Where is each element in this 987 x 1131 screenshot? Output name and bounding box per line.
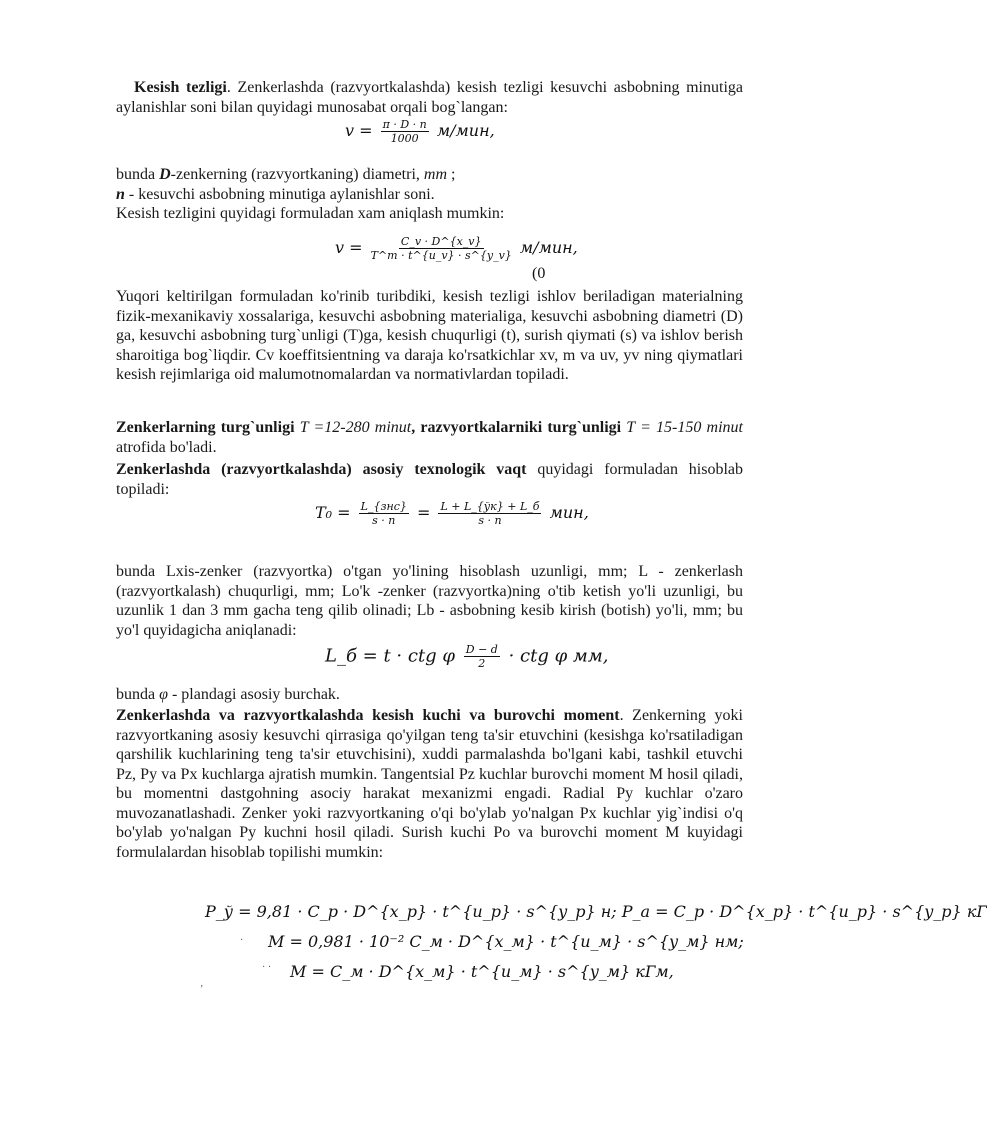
scan-dot: · · bbox=[262, 962, 272, 973]
paragraph-definitions: bunda D-zenkerning (razvyortkaning) diametri, mm ; n - kesuvchi asbobning minutiga aylanishlar soni. Kesish tezligini quyidagi formuladan xam aniqlash mumkin: bbox=[116, 166, 505, 222]
paragraph-cutting-speed: Kesish tezligi. Zenkerlashda (razvyortkalashda) kesish tezligi kesuvchi asbobning minutiga aylanishlar soni bilan quyidagi munosabat orqali bog`langan: bbox=[116, 79, 743, 116]
scan-dot: · bbox=[240, 935, 244, 946]
paragraph-length-definitions: bunda Lxis-zenker (razvyortka) o'tgan yo'lining hisoblash uzunligi, mm; L - zenkerlash (razvyortkalash) chuqurligi, mm; Lo'k -zenker (razvyortka)ning o'tib ketish yo'li uzunligi, bu uzunlik 1 dan 3 mm gacha teng qilib olinadi; Lb - asbobning kesib kirish (botish) yo'li, mm; bu yo'l quyidagicha aniqlanadi: bbox=[116, 563, 743, 639]
paragraph-cutting-force: Zenkerlashda va razvyortkalashda kesish kuchi va burovchi moment. Zenkerning yoki razvyortkaning asosiy kesuvchi qirrasiga qo'yilgan teng ta'sir etuvchini (kesishga ko'rsatiladigan qarshilik kuchlarining teng ta'sir etuvchisini), xuddi parmalashda bo'lgani kabi, tashkil etuvchi Pz, Py va Px kuchlarga ajratish mumkin. Tangentsial Pz kuchlar burovchi moment M hosil qiladi, bu momentni dastgohning asociy harakat mexanizmi engadi. Radial Py kuchlar o'zaro muvozanatlashadi. Zenker yoki razvyortkaning o'qi bo'ylab yo'nalgan Px kuchlar yig`indisi o'q bo'ylab yo'nalgan Py kuchni hosil qiladi. Surish kuchi Po va burovchi moment M kuyidagi formulalardan hisoblab topilishi mumkin: bbox=[116, 707, 743, 861]
heading-cutting-speed: Kesish tezligi bbox=[134, 79, 227, 96]
paragraph-machining-time: Zenkerlashda (razvyortkalashda) asosiy texnologik vaqt quyidagi formuladan hisoblab topiladi: bbox=[116, 461, 744, 498]
paragraph-tool-life: Zenkerlarning turg`unligi T =12-280 minut, razvyortkalarniki turg`unligi T = 15-150 minut atrofida bo'ladi. bbox=[116, 419, 744, 456]
paragraph-angle: bunda φ - plandagi asosiy burchak. bbox=[116, 686, 340, 703]
formula-approach-length: L_б = t · ctg φ $\frac{D - d}{2}$ · ctg φ мм, bbox=[325, 643, 609, 670]
paragraph-speed-factors: Yuqori keltirilgan formuladan ko'rinib turibdiki, kesish tezligi ishlov beriladigan materialning fizik-mexanikaviy xossalariga, kesuvchi asbobning materialiga, kesuvchi asbobning diametri (D) ga, kesuvchi asbobning turg`unligi (T)ga, kesish chuqurligi (t), surish qiymati (s) va ishlov berish sharoitiga bog`liqdir. Cv koeffitsientning va daraja ko'rsatkichlar xv, m va uv, yv ning qiymatlari kesish rejimlariga oid malumotnomalardan va normativlardan topiladi. bbox=[116, 288, 743, 383]
formula-thrust-force: P_ў = 9,81 · C_p · D^{x_p} · t^{u_p} · s^{y_p} н; P_a = C_p · D^{x_p} · t^{u_p} · s^{y_p} кГ bbox=[205, 902, 987, 921]
equation-number: (0 bbox=[532, 265, 546, 282]
formula-machining-time: T₀ = $\frac{\text{L\_\{знс\}}}{s \cdot n}$ = $\frac{L + L\_\{ўк\} + L\_б}{s \cdot n}$ мин, bbox=[315, 500, 589, 527]
scan-dot: ‚ bbox=[200, 978, 204, 989]
formula-speed-empirical: v = $\frac{C\_v \cdot D\^{}\{x\_v\}}{T\^{}m \cdot t\^{}\{u\_v\} \cdot s\^{}\{y\_v\}}$ м/мин, bbox=[335, 235, 578, 262]
formula-torque-nm: M = 0,981 · 10⁻² C_м · D^{x_м} · t^{u_м} · s^{y_м} нм; bbox=[268, 932, 744, 951]
formula-speed: v = $\frac{\pi \cdot D \cdot n}{1000}$ м/мин, bbox=[345, 118, 495, 145]
formula-torque-kgm: M = C_м · D^{x_м} · t^{u_м} · s^{y_м} кГм, bbox=[290, 962, 674, 981]
